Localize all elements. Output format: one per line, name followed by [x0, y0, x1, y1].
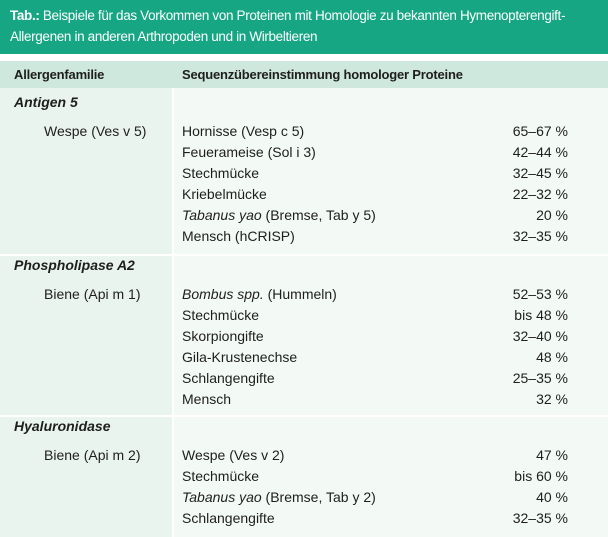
- sequence-identity: 32–45 %: [512, 165, 568, 181]
- sequence-identity: 25–35 %: [512, 370, 568, 386]
- homolog-protein: [182, 286, 337, 302]
- sequence-identity: 32–35 %: [512, 510, 568, 526]
- homolog-protein: Kriebelmücke: [182, 186, 267, 202]
- caption-prefix: Tab.:: [10, 8, 40, 23]
- sequence-identity: 52–53 %: [512, 286, 568, 302]
- homolog-protein: Schlangengifte: [182, 510, 275, 526]
- column-family-background: [0, 88, 172, 537]
- sequence-identity: 65–67 %: [512, 123, 568, 139]
- homolog-protein: Stechmücke: [182, 468, 260, 484]
- homolog-protein: Hornisse (Vesp c 5): [182, 123, 305, 139]
- group-separator: [0, 415, 608, 417]
- sequence-identity: 40 %: [536, 489, 568, 505]
- allergen-family: Phospholipase A2: [14, 257, 135, 273]
- sequence-identity: 32–35 %: [512, 228, 568, 244]
- homolog-protein: Schlangengifte: [182, 370, 275, 386]
- homolog-protein: Gila-Krustenechse: [182, 349, 298, 365]
- sequence-identity: 47 %: [536, 447, 568, 463]
- homolog-protein: Mensch: [182, 391, 232, 407]
- sequence-identity: 20 %: [536, 207, 568, 223]
- homolog-protein: Feuerameise (Sol i 3): [182, 144, 316, 160]
- homolog-protein: [182, 207, 376, 223]
- homolog-protein: Stechmücke: [182, 165, 260, 181]
- homolog-protein: Mensch (hCRISP): [182, 228, 295, 244]
- caption-line2: Allergenen in anderen Arthropoden und in Wirbeltieren: [10, 29, 318, 44]
- allergen-source: Biene (Api m 1): [44, 286, 141, 302]
- homolog-protein: Skorpiongifte: [182, 328, 264, 344]
- sequence-identity: 32–40 %: [512, 328, 568, 344]
- header-allergenfamilie: Allergenfamilie: [14, 67, 105, 82]
- allergen-family: Antigen 5: [14, 94, 78, 110]
- species-name-italic: Bombus spp.: [182, 286, 264, 302]
- sequence-identity: 32 %: [536, 391, 568, 407]
- allergen-family: Hyaluronidase: [14, 418, 111, 434]
- sequence-identity: 42–44 %: [512, 144, 568, 160]
- sequence-identity: bis 48 %: [514, 307, 568, 323]
- caption-line1: Beispiele für das Vorkommen von Proteinen mit Homologie zu bekannten Hymenopterengift-: [39, 8, 566, 23]
- homolog-protein: Stechmücke: [182, 307, 260, 323]
- sequence-identity: bis 60 %: [514, 468, 568, 484]
- header-sequenz: Sequenzübereinstimmung homologer Proteine: [182, 67, 463, 82]
- protein-name-rest: (Bremse, Tab y 2): [261, 489, 376, 505]
- species-name-italic: Tabanus yao: [182, 489, 262, 505]
- homolog-protein: Wespe (Ves v 2): [182, 447, 285, 463]
- homolog-protein: [182, 489, 376, 505]
- protein-name-rest: (Bremse, Tab y 5): [261, 207, 376, 223]
- species-name-italic: Tabanus yao: [182, 207, 262, 223]
- sequence-identity: 48 %: [536, 349, 568, 365]
- protein-name-rest: (Hummeln): [263, 286, 337, 302]
- allergen-source: Wespe (Ves v 5): [44, 123, 147, 139]
- table-header: [0, 61, 608, 88]
- group-separator: [0, 254, 608, 256]
- table-caption: [0, 0, 608, 54]
- sequence-identity: 22–32 %: [512, 186, 568, 202]
- allergen-source: Biene (Api m 2): [44, 447, 141, 463]
